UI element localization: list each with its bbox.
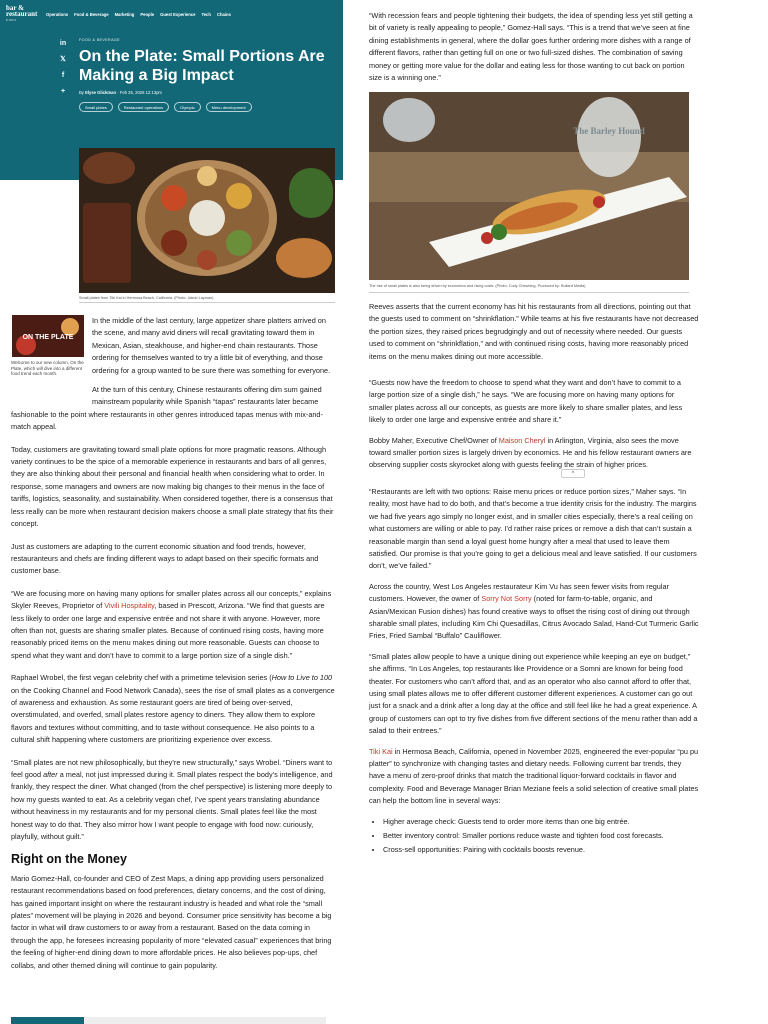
byline: By Elyse Glickman · Feb 25, 2026 12:13pm (79, 90, 162, 95)
nav-links (46, 12, 231, 17)
paragraph: “We are focusing more on having many options for smaller plates across all our concepts,” explains Skyler Reeves, Proprietor of Vivili Hospitality, based in Prescott, Arizona. “We find that guests are less likely to order one large and expensive entrée and not share it with anyone. However, more often than not, guests are sharing smaller plates. Because of continued rising costs, having more reasonably priced items on the menu makes dining out more reasonable. Guests can choose to spend what they want and don’t have to commit to a large portion size of a single dish.” (11, 588, 332, 660)
tag-chip[interactable]: Restaurant operations (118, 102, 169, 112)
paragraph: Mario Gomez-Hall, co-founder and CEO of Zest Maps, a dining app providing users personalized restaurant recommendations based on food preferences, dietary concerns, and the cost of dining, has gained important insight on where the restaurant industry is headed and what role the “small plates” movement will be playing in 2026 and beyond. Consumer price sensitivity has become a big factor in what will draw customers to or away from a restaurant. Based on the data coming in through the app, he foresees increasing popularity of more “elevated casual” experiences that bring the feeling of higher-end dining down to more affordable prices. He also believes pop-ups, chef collabs, and other themed dining will continue to gain popularity. (11, 873, 332, 970)
article-image-small-plate (369, 92, 689, 280)
paragraph: In the middle of the last century, large appetizer share platters arrived on the scene, and many avid diners will recall gravitating toward them in Mexican, Asian, steakhouse, and higher-end chain restaurants. Those ordering for themselves wanted to try a little bit of everything, and those ordering for a group wanted to be sure there was something for everyone. (92, 316, 331, 375)
nav-link-marketing[interactable]: Marketing (114, 11, 135, 17)
thumb-text: ON THE PLATE (22, 334, 74, 341)
tag-list (79, 102, 252, 112)
paragraph: “Small plates are not new philosophically, but they’re new structurally,” says Wrobel. “Diners want to feel good after a meal, not just impressed during it. Small plates respect the body’s intelligence, and frankly, they respect the diner. What changed (from the chef perspective) is listening more deeply to how my guests wanted to eat. As a celebrity vegan chef, I’ve spent years translating abundance without heaviness in my restaurants and for my personal clients. Small plates feel like the most honest way to do that. They also mirror how I want people to engage with food now: curiously, playfully, without guilt.” (11, 757, 333, 842)
hero-image-small-plates (79, 148, 335, 293)
nav-link-tech[interactable]: Tech (201, 11, 211, 17)
chevron-up-icon[interactable]: ^ (561, 469, 585, 478)
facebook-icon[interactable]: f (61, 72, 65, 79)
list-item: • Cross-sell opportunities: Pairing with cocktails boosts revenue. (383, 844, 699, 856)
article-body-left (11, 315, 336, 979)
article-body-right-top (369, 10, 699, 92)
tag-chip[interactable]: Small plates (79, 102, 113, 112)
paragraph: “Restaurants are left with two options: Raise menu prices or reduce portion sizes,” Maher says. “In reality, most have had to do both, and that’s become a true identity crisis for the industry. The margins we had five years ago simply no longer exist, and in smaller cities especially, there’s a real ceiling on what customers are willing or able to pay. I’d rather raise prices or remove a dish that can’t sustain a reasonable margin than send a loyal guest home hungry after a meal that used to leave them satisfied. Our promise is that you’re going to get a delicious meal and leave satisfied. If our customers don’t, we’ve failed.” (369, 486, 697, 571)
hero-image-caption: Small plates from Tiki Kai in Hermosa Beach, California. (Photo: Jakob Layman) (79, 296, 335, 303)
social-share (58, 40, 68, 96)
paragraph: Across the country, West Los Angeles restaurateur Kim Vu has seen fewer visits from regular customers. However, the owner of Sorry Not Sorry (noted for farm-to-table, organic, and Asian/Mexican Fusion dishes) has found creative ways to offset the rising cost of dining out through sharable small plates, including Kim Chi Quesadillas, Citrus Avocado Salad, Hand-Cut Turmeric Garlic Fries, Fried Sambal “Buffalo” Cauliflower. (369, 581, 699, 641)
site-logo[interactable]: bar & restaurant EXPO (6, 4, 38, 22)
nav-link-operations[interactable]: Operations (46, 11, 69, 17)
benefits-list (383, 816, 699, 857)
publish-date: Feb 25, 2026 12:13pm (119, 90, 162, 95)
link-maison-cheryl[interactable]: Maison Cheryl (498, 435, 546, 445)
article-image-caption: The rise of small plates is also being driven by economics and rising costs. (Photo: Cody Chewning, Produced by: Bullard Media) (369, 284, 689, 293)
nav-link-guest-experience[interactable]: Guest Experience (160, 11, 196, 17)
paragraph: Reeves asserts that the current economy has hit his restaurants from all directions, pointing out that the guests used to comment on “shrinkflation.” While teams at his five restaurants have not decreased the portion sizes, they raised prices begrudgingly and out of necessity where needed. Our guests used to comment on “shrinkflation,” and with continued rising costs, having more reasonably priced items on the menu makes dining out more accessible. (369, 302, 699, 361)
share-more-icon[interactable]: + (60, 88, 66, 95)
page-title: On the Plate: Small Portions Are Making a Big Impact (79, 48, 325, 84)
list-item: • Better inventory control: Smaller portions reduce waste and tighten food cost forecasts. (383, 830, 699, 842)
tag-chip[interactable]: Menu development (206, 102, 252, 112)
paragraph: Raphael Wrobel, the first vegan celebrity chef with a primetime television series (How to Live to 100 on the Cooking Channel and Food Network Canada), sees the rise of small plates as a convergence of awareness and exhaustion. As some restaurant goers are tired of being over-served, overstimulated, and overfed, small plates restore agency to diners. They allow them to explore flavors and textures without committing, and to taste without consequence. He also points to a cultural shift happening where customers are prioritizing experience over excess. (11, 673, 335, 745)
thumbnail-caption: Welcome to our new column, On the Plate, which will dive into a different food trend each month. (11, 360, 84, 376)
top-navigation (6, 5, 231, 23)
paragraph: Bobby Maher, Executive Chef/Owner of Maison Cheryl in Arlington, Virginia, also sees the move toward smaller portion sizes is largely driven by economics. He and his fellow restaurant owners are observing supplier costs skyrocket along with guests feeling the strain of higher prices. (369, 435, 692, 470)
paragraph: Today, customers are gravitating toward small plate options for more pragmatic reasons. Although variety continues to be the spice of a memorable experience in restaurants and bars of all genres, they are also thinking about their personal and financial health when considering what to order. In response, some managers and owners are now making big changes to their menus in the face of tariffs, logistics, seasonality, and sustainability. When considered together, there is a consensus that less really can be more when restaurant decision makers choose a small plate strategy that fits their concept. (11, 444, 334, 529)
link-sorry-not-sorry[interactable]: Sorry Not Sorry (481, 594, 532, 604)
linkedin-icon[interactable]: in (59, 40, 67, 47)
footer-banner (11, 1017, 326, 1024)
paragraph: “With recession fears and people tightening their budgets, the idea of spending less yet still getting a bit of variety is really appealing to people,” Gomez-Hall says. “This is a trend that we’ve seen at fine dining establishments in general, where the dollar goes further ordering more dishes with a range of different flavors, rather than getting full on one or two full-sized dishes. The combination of saving money or getting more value for the dollar and eating less for those wanting to cut back on portion size is a winning one.” (369, 11, 693, 83)
nav-link-people[interactable]: People (140, 11, 155, 17)
link-vivili-hospitality[interactable]: Vivili Hospitality (104, 601, 155, 611)
paragraph: Just as customers are adapting to the current economic situation and food trends, however, restauranteurs and chefs are finding different ways to adapt based on their specific formats and customer base. (11, 541, 319, 576)
x-twitter-icon[interactable]: 𝕏 (60, 56, 66, 63)
paragraph: Tiki Kai in Hermosa Beach, California, opened in November 2025, engineered the ever-popular “pu pu platter” to synchronize with changing tastes and dietary needs. Following current bar trends, they have a menu of zero-proof drinks that match the traditional liquor-forward cocktails in flavor and complexity. Food and Beverage Manager Brian Meziane feels a solid selection of creative small plates can help the bottom line in several ways: (369, 746, 699, 806)
link-tiki-kai[interactable]: Tiki Kai (369, 746, 393, 756)
paragraph: At the turn of this century, Chinese restaurants offering dim sum gained mainstream popularity while Spanish “tapas” restaurants later became fashionable to the point where restaurants in other genres introduced tapas menus with mix-and-match appeal. (11, 385, 323, 432)
author-link[interactable]: Elyse Glickman (85, 90, 117, 95)
paragraph: “Guests now have the freedom to choose to spend what they want and don’t have to commit to a large portion size of a single dish,” he says. “We are focusing more on having many options for smaller plates across all our concepts, as guests are more likely to share smaller plates, and less likely to order one large and expensive entrée and share it.” (369, 378, 683, 425)
paragraph: “Small plates allow people to have a unique dining out experience while keeping an eye on budget,” she affirms. “In Los Angeles, top restaurants like Providence or a Somni are known for being food theater. For customers who can’t afford that, and as an operator who also cannot afford to offer that, using small plates allows me to offer different customer different experiences. A customer can go out just for a snack and a drink after a long day at the office and still feel like he had a great experience. A group of customers can opt to try five dishes from five different sections of the menu rather than add a salad to their entrees.” (369, 651, 698, 736)
article-body-right (369, 301, 699, 859)
article-category[interactable]: FOOD & BEVERAGE (79, 38, 121, 42)
nav-link-chains[interactable]: Chains (216, 11, 231, 17)
section-heading: Right on the Money (11, 852, 127, 867)
tag-chip[interactable]: Olympic (174, 102, 200, 112)
list-item: • Higher average check: Guests tend to order more items than one big entrée. (383, 816, 699, 828)
glass-logo-text: The Barley Hound (573, 126, 645, 136)
nav-link-food-beverage[interactable]: Food & Beverage (74, 11, 109, 17)
